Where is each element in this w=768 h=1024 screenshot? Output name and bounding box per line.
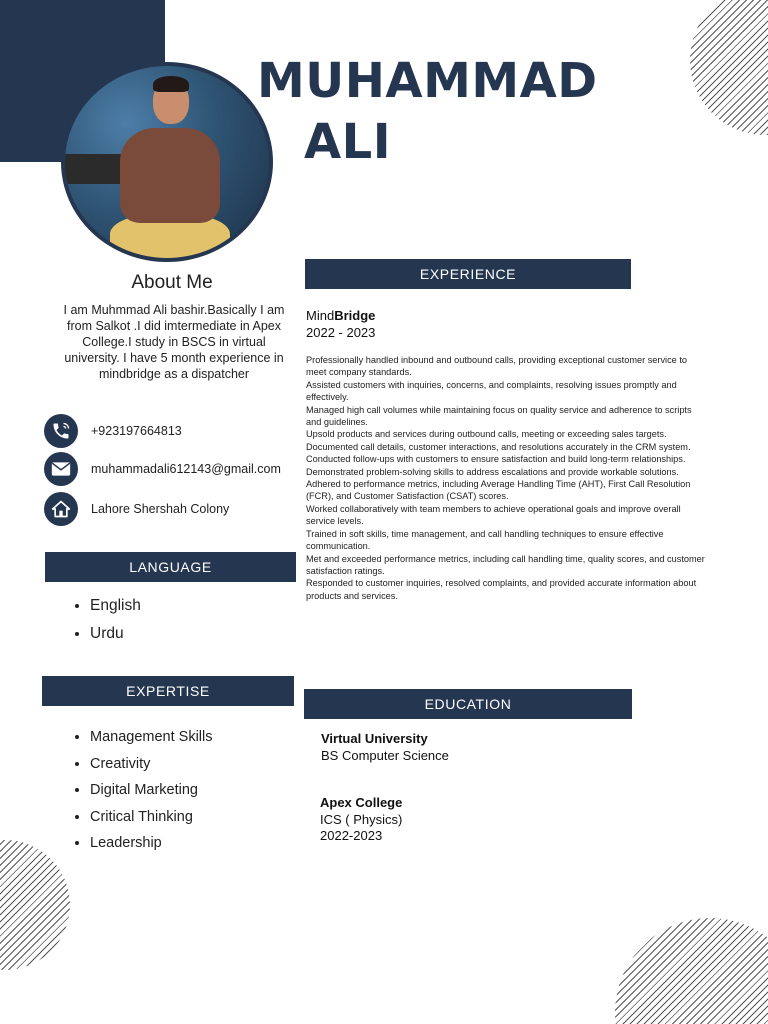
contact-address-row bbox=[44, 492, 229, 526]
email-address[interactable]: muhammadali612143@gmail.com bbox=[91, 462, 281, 476]
duty-item: Demonstrated problem-solving skills to address escalations and provide workable solutions. bbox=[306, 466, 679, 477]
education-entry bbox=[321, 731, 449, 764]
list-item: • Critical Thinking bbox=[90, 809, 213, 836]
phone-number[interactable]: +923197664813 bbox=[91, 424, 182, 438]
duty-item: Documented call details, customer interactions, and resolutions accurately in the CRM system. bbox=[306, 441, 691, 452]
experience-heading: EXPERIENCE bbox=[305, 259, 631, 289]
duty-item: Conducted follow-ups with customers to ensure satisfaction and build long-term relationships. bbox=[306, 454, 686, 465]
language-list bbox=[72, 597, 141, 653]
duties-list bbox=[306, 354, 708, 602]
list-item: • Management Skills bbox=[90, 729, 213, 756]
profile-photo-frame bbox=[61, 62, 273, 262]
mail-icon bbox=[44, 452, 78, 486]
duty-item: Adhered to performance metrics, including Average Handling Time (AHT), First Call Resolution (FCR), and Customer Satisfaction (CSAT) scores. bbox=[306, 479, 691, 502]
duty-item: Responded to customer inquiries, resolved complaints, and provided accurate information about products and services. bbox=[306, 578, 697, 601]
phone-icon bbox=[44, 414, 78, 448]
duty-item: Managed high call volumes while maintaining focus on quality service and adherence to scripts and guidelines. bbox=[306, 404, 692, 428]
duty-item: Upsold products and services during outbound calls, meeting or exceeding sales targets. bbox=[306, 429, 667, 440]
list-item: • Urdu bbox=[90, 625, 141, 653]
expertise-heading: EXPERTISE bbox=[42, 676, 294, 706]
profile-photo bbox=[65, 66, 269, 258]
contact-phone-row bbox=[44, 414, 182, 448]
list-item: • Creativity bbox=[90, 756, 213, 783]
degree: BS Computer Science bbox=[321, 747, 449, 763]
language-heading: LANGUAGE bbox=[45, 552, 296, 582]
institution-name: Virtual University bbox=[321, 731, 428, 746]
contact-email-row bbox=[44, 452, 281, 486]
company-name: MindBridge bbox=[306, 308, 376, 323]
duty-item: Met and exceeded performance metrics, including call handling time, quality scores, and customer satisfaction ratings. bbox=[306, 553, 705, 576]
education-heading: EDUCATION bbox=[304, 689, 632, 719]
home-icon bbox=[44, 492, 78, 526]
last-name: ALI bbox=[304, 114, 392, 170]
hatched-circle-decoration bbox=[615, 918, 768, 1024]
experience-period: 2022 - 2023 bbox=[306, 325, 376, 340]
address: Lahore Shershah Colony bbox=[91, 502, 230, 516]
years: 2022-2023 bbox=[320, 828, 383, 843]
duty-item: Assisted customers with inquiries, concerns, and complaints, resolving issues promptly and effectively. bbox=[306, 379, 677, 403]
duty-item: Worked collaboratively with team members to achieve operational goals and improve overall service levels. bbox=[306, 503, 681, 527]
first-name: MUHAMMAD bbox=[257, 53, 598, 109]
duty-item: Trained in soft skills, time management, and call handling techniques to ensure effective communication. bbox=[306, 528, 664, 552]
education-entry bbox=[320, 795, 402, 845]
hatched-circle-decoration bbox=[0, 840, 70, 970]
list-item: • Digital Marketing bbox=[90, 782, 213, 809]
about-title: About Me bbox=[131, 272, 213, 293]
institution-name: Apex College bbox=[320, 795, 403, 810]
about-text: I am Muhmmad Ali bashir.Basically I am from Salkot .I did imtermediate in Apex College.I study in BSCS in virtual university. I have 5 month experience in mindbridge as a dispatcher bbox=[63, 303, 285, 381]
list-item: • Leadership bbox=[90, 835, 213, 862]
expertise-list bbox=[72, 729, 213, 862]
list-item: • English bbox=[90, 597, 141, 625]
hatched-circle-decoration bbox=[690, 0, 768, 135]
duty-item: Professionally handled inbound and outbound calls, providing exceptional customer service to meet company standards. bbox=[306, 355, 688, 378]
degree: ICS ( Physics) bbox=[320, 811, 403, 827]
